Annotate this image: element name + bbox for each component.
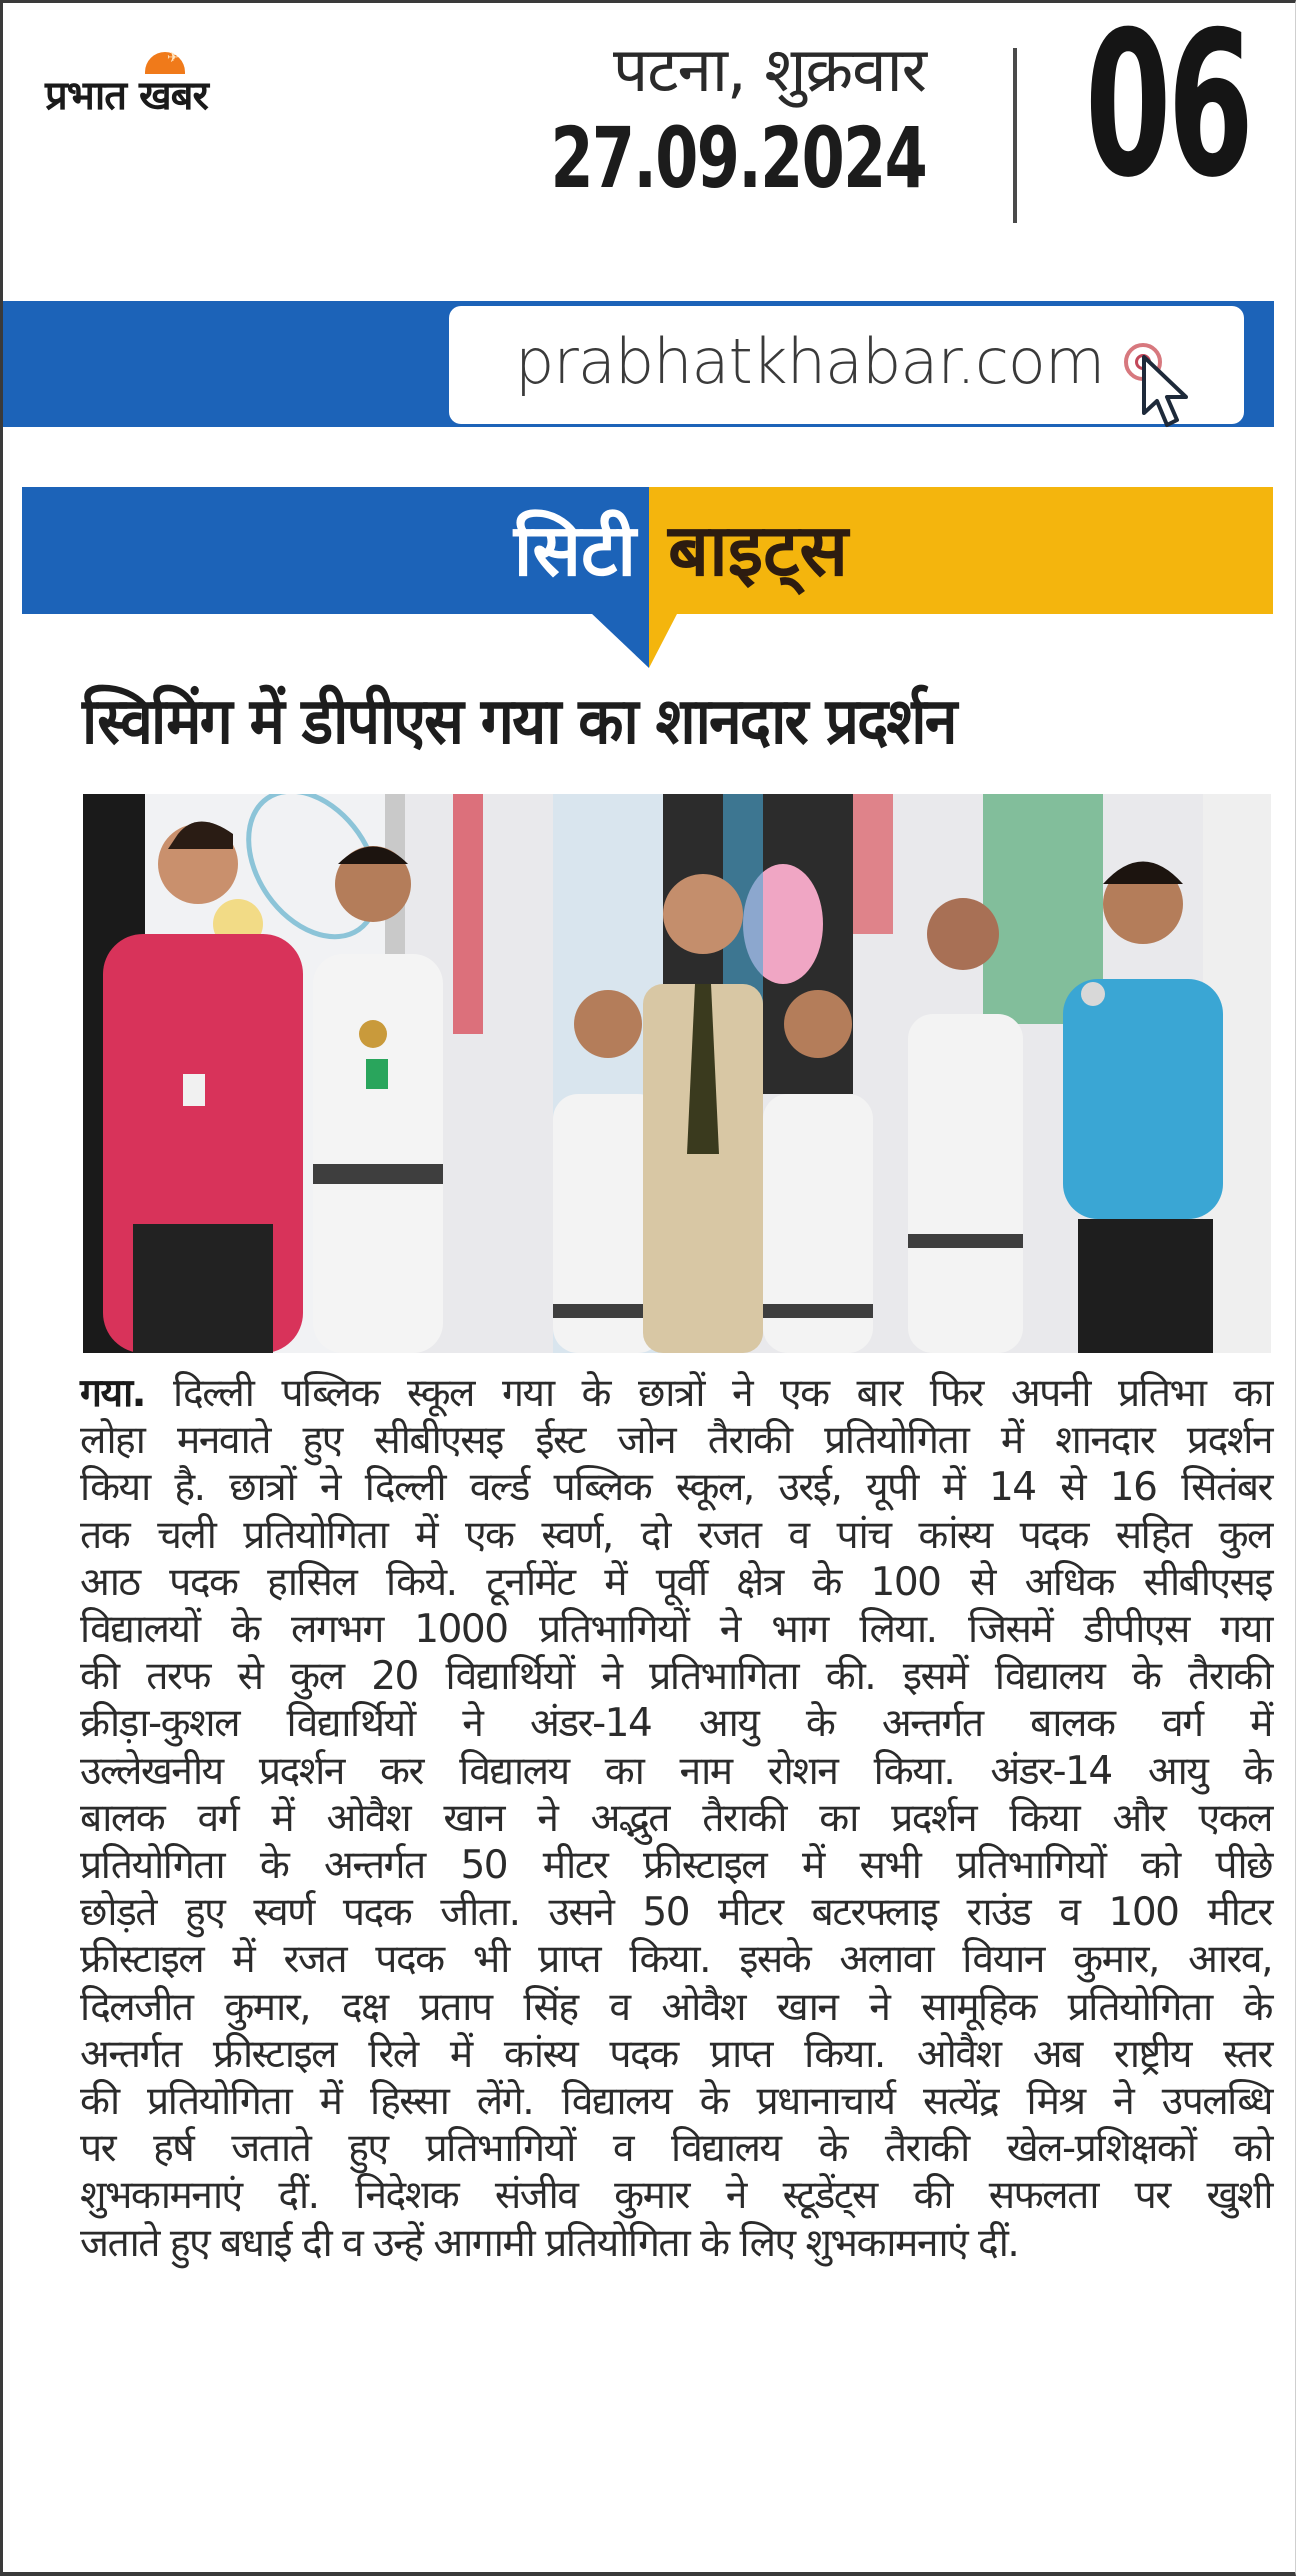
city-and-day: पटना, शुक्रवार	[612, 33, 926, 106]
article-line: दिलजीत कुमार, दक्ष प्रताप सिंह व ओवैश खान ने सामूहिक प्रतियोगिता के	[80, 1984, 1272, 2030]
article-line: क्रीड़ा-कुशल विद्यार्थियों ने अंडर-14 आयु के अन्तर्गत बालक वर्ग में	[80, 1701, 1272, 1747]
article-line: उल्लेखनीय प्रदर्शन कर विद्यालय का नाम रोशन किया. अंडर-14 आयु के	[80, 1748, 1272, 1794]
article-headline: स्विमिंग में डीपीएस गया का शानदार प्रदर्शन	[82, 685, 956, 759]
article-line: तक चली प्रतियोगिता में एक स्वर्ण, दो रजत व पांच कांस्य पदक सहित कुल	[80, 1512, 1272, 1558]
section-label-city: सिटी	[513, 508, 636, 592]
bird-icon: ✈	[167, 50, 179, 66]
page-number: 06	[1085, 0, 1251, 222]
group-photo-illustration	[83, 794, 1271, 1353]
cursor-pointer-icon	[1140, 355, 1200, 435]
publication-date: 27.09.2024	[550, 109, 926, 207]
vertical-divider	[1013, 48, 1017, 223]
section-label-bites: बाइट्स	[668, 508, 849, 592]
article-line: विद्यालयों के लगभग 1000 प्रतिभागियों ने भाग लिया. जिसमें डीपीएस गया	[80, 1607, 1272, 1653]
article-line: प्रतियोगिता के अन्तर्गत 50 मीटर फ्रीस्टाइल में सभी प्रतिभागियों को पीछे	[80, 1843, 1272, 1889]
article-line-1: गया. दिल्ली पब्लिक स्कूल गया के छात्रों ने एक बार फिर अपनी प्रतिभा का	[80, 1371, 1272, 1416]
article-line: अन्तर्गत फ्रीस्टाइल रिले में कांस्य पदक प्राप्त किया. ओवैश अब राष्ट्रीय स्तर	[80, 2031, 1272, 2077]
article-line: बालक वर्ग में ओवैश खान ने अद्भुत तैराकी का प्रदर्शन किया और एकल	[80, 1795, 1272, 1841]
article-line: लोहा मनवाते हुए सीबीएसइ ईस्ट जोन तैराकी प्रतियोगिता में शानदार प्रदर्शन	[80, 1418, 1272, 1464]
article-line: किया है. छात्रों ने दिल्ली वर्ल्ड पब्लिक स्कूल, उरई, यूपी में 14 से 16 सितंबर	[80, 1465, 1272, 1511]
website-url[interactable]: prabhatkhabar.com	[515, 325, 1105, 398]
article-body	[80, 1370, 1272, 2267]
article-line: शुभकामनाएं दीं. निदेशक संजीव कुमार ने स्टूडेंट्स की सफलता पर खुशी	[80, 2173, 1272, 2219]
edition-dateline	[468, 30, 926, 206]
logo-text: प्रभात खबर	[45, 73, 208, 119]
newspaper-logo	[45, 48, 295, 128]
speech-bubble-tail	[590, 612, 690, 668]
article-line: पर हर्ष जताते हुए प्रतिभागियों व विद्यालय के तैराकी खेल-प्रशिक्षकों को	[80, 2126, 1272, 2172]
article-line: फ्रीस्टाइल में रजत पदक भी प्राप्त किया. इसके अलावा वियान कुमार, आरव,	[80, 1937, 1272, 1983]
article-line: की तरफ से कुल 20 विद्यार्थियों ने प्रतिभागिता की. इसमें विद्यालय के तैराकी	[80, 1654, 1272, 1700]
article-line: की प्रतियोगिता में हिस्सा लेंगे. विद्यालय के प्रधानाचार्य सत्येंद्र मिश्र ने उपलब्धि	[80, 2079, 1272, 2125]
article-line: छोड़ते हुए स्वर्ण पदक जीता. उसने 50 मीटर बटरफ्लाइ राउंड व 100 मीटर	[80, 1890, 1272, 1936]
dateline-place: गया.	[80, 1371, 145, 1416]
article-line: जताते हुए बधाई दी व उन्हें आगामी प्रतियोगिता के लिए शुभकामनाएं दीं.	[80, 2220, 1019, 2266]
article-photo	[83, 794, 1271, 1353]
article-line: आठ पदक हासिल किये. टूर्नामेंट में पूर्वी क्षेत्र के 100 से अधिक सीबीएसइ	[80, 1559, 1272, 1605]
